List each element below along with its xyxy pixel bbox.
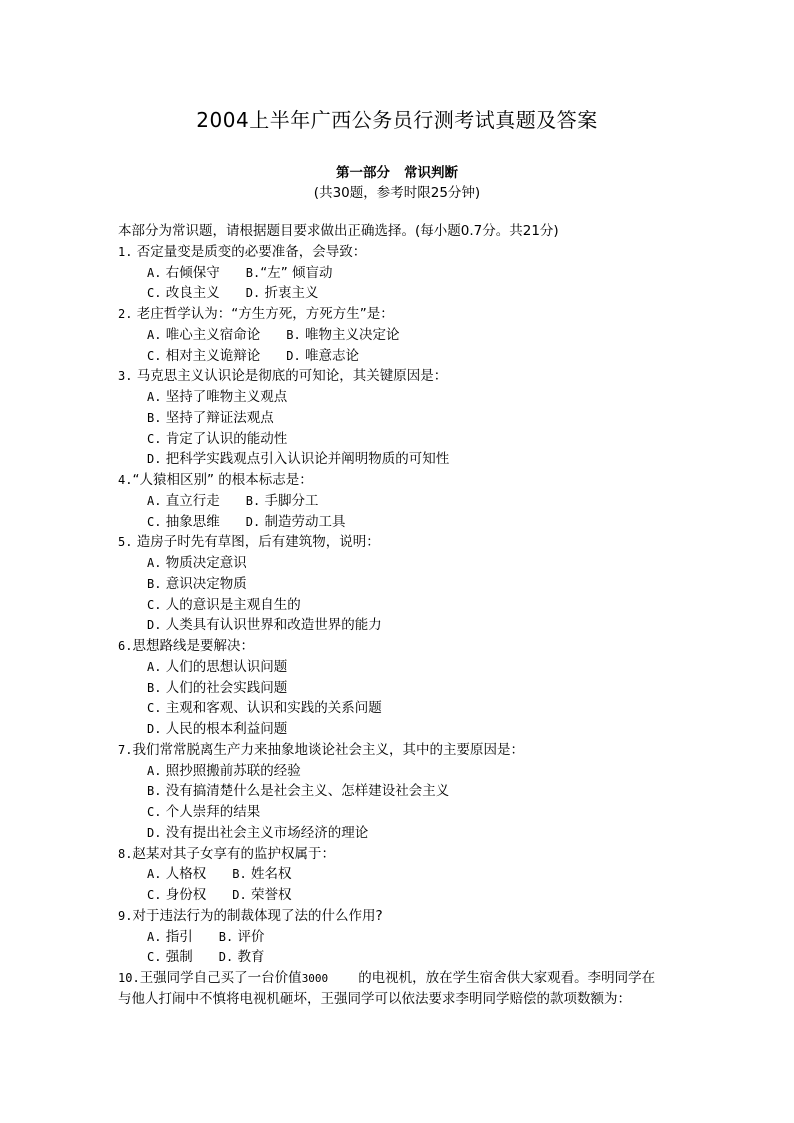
option-b: B. 唯物主义决定论: [286, 326, 400, 343]
option-a: A. 物质决定意识: [147, 555, 247, 571]
option-row: [118, 864, 678, 885]
option-d: D. 唯意志论: [286, 347, 359, 364]
question-text: 否定量变是质变的必要准备，会导致：: [136, 243, 367, 260]
option-d: D. 人类具有认识世界和改造世界的能力: [147, 617, 382, 634]
question-10-continued: 与他人打闹中不慎将电视机砸坏，王强同学可以依法要求李明同学赔偿的款项数额为：: [118, 990, 631, 1007]
option-a: A. 指引: [147, 928, 193, 945]
question-number: 8.: [118, 846, 133, 861]
option-b: B. 评价: [218, 928, 265, 945]
option-b: B.“左” 倾盲动: [245, 264, 333, 281]
option-b: B. 坚持了辩证法观点: [147, 409, 274, 426]
option-row: [118, 885, 678, 906]
question-text: 老庄哲学认为：“方生方死，方死方生”是：: [136, 306, 394, 322]
question-number: 10.: [118, 971, 140, 985]
option-c: C. 身份权: [147, 887, 207, 903]
option-a: A. 照抄照搬前苏联的经验: [147, 762, 301, 779]
question-1: [118, 242, 678, 263]
question-text: 马克思主义认识论是彻底的可知论，其关键原因是：: [136, 368, 448, 385]
question-8: [118, 844, 678, 865]
option-row: [118, 263, 678, 284]
amount: 3000: [301, 972, 329, 985]
document-title: 2004上半年广西公务员行测考试真题及答案: [196, 108, 598, 132]
instructions: 本部分为常识题，请根据题目要求做出正确选择。(每小题0.7分。共21分): [118, 223, 559, 239]
option-row: [118, 927, 678, 948]
option-a: A. 人格权: [147, 866, 207, 883]
option-row: [118, 947, 678, 968]
section-part: 第一部分: [336, 165, 390, 181]
option-a: A. 右倾保守: [147, 264, 220, 281]
question-number: 6.: [118, 639, 133, 653]
option-row: [118, 346, 678, 367]
option-row: [118, 283, 678, 304]
question-number: 3.: [118, 369, 133, 384]
option-c: C. 人的意识是主观自生的: [147, 596, 301, 613]
question-2: [118, 304, 678, 325]
question-6: [118, 636, 678, 657]
option-c: C. 强制: [147, 949, 193, 966]
option-c: C. 抽象思维: [147, 513, 220, 530]
option-b: B. 姓名权: [232, 866, 292, 883]
option-d: D. 荣誉权: [232, 887, 292, 903]
option-d: D. 制造劳动工具: [245, 513, 346, 530]
option-a: A. 直立行走: [147, 492, 220, 509]
question-number: 7.: [118, 742, 133, 757]
option-row: [118, 325, 678, 346]
option-b: B. 人们的社会实践问题: [147, 679, 288, 696]
option-b: B. 意识决定物质: [147, 575, 247, 592]
question-text: 赵某对其子女享有的监护权属于：: [132, 845, 335, 862]
section-heading: [0, 161, 794, 181]
option-d: D. 折衷主义: [245, 285, 319, 302]
option-c: C. 改良主义: [147, 285, 220, 302]
option-a: A. 坚持了唯物主义观点: [147, 389, 288, 405]
option-d: D. 把科学实践观点引入认识论并阐明物质的可知性: [147, 451, 450, 468]
option-d: D. 教育: [218, 949, 265, 966]
question-7: [118, 740, 678, 761]
question-4: [118, 470, 678, 491]
question-text: 我们常常脱离生产力来抽象地谈论社会主义，其中的主要原因是：: [132, 741, 524, 758]
option-c: C. 个人崇拜的结果: [147, 804, 261, 820]
question-number: 9.: [118, 908, 133, 923]
option-c: C. 主观和客观、认识和实践的关系问题: [147, 700, 382, 717]
option-row: [118, 512, 678, 533]
option-d: D. 没有提出社会主义市场经济的理论: [147, 824, 369, 841]
option-row: [118, 491, 678, 512]
question-number: 4.: [118, 473, 133, 487]
question-text-part1: 王强同学自己买了一台价值: [139, 970, 302, 986]
option-d: D. 人民的根本利益问题: [147, 721, 288, 737]
question-text: 思想路线是要解决：: [132, 638, 254, 654]
question-9: [118, 906, 678, 927]
question-number: 1.: [118, 244, 133, 259]
question-list: [118, 221, 678, 1010]
question-text: 对于违法行为的制裁体现了法的什么作用?: [132, 907, 383, 924]
option-b: B. 没有搞清楚什么是社会主义、怎样建设社会主义: [147, 783, 450, 800]
option-c: C. 肯定了认识的能动性: [147, 430, 288, 447]
section-subtitle: (共30题，参考时限25分钟): [313, 185, 481, 201]
question-number: 5.: [118, 535, 133, 550]
question-10: [118, 968, 678, 989]
question-text: “人猿相区别” 的根本标志是：: [132, 472, 313, 488]
option-b: B. 手脚分工: [245, 492, 319, 509]
section-name: 常识判断: [404, 165, 458, 181]
question-5: [118, 532, 678, 553]
option-c: C. 相对主义诡辩论: [147, 347, 261, 364]
question-number: 2.: [118, 307, 133, 321]
question-text: 造房子时先有草图，后有建筑物，说明：: [136, 534, 380, 551]
question-text-part2: 的电视机，放在学生宿舍供大家观看。李明同学在: [358, 970, 656, 986]
option-a: A. 人们的思想认识问题: [147, 658, 288, 675]
option-a: A. 唯心主义宿命论: [147, 326, 261, 343]
question-3: [118, 366, 678, 387]
